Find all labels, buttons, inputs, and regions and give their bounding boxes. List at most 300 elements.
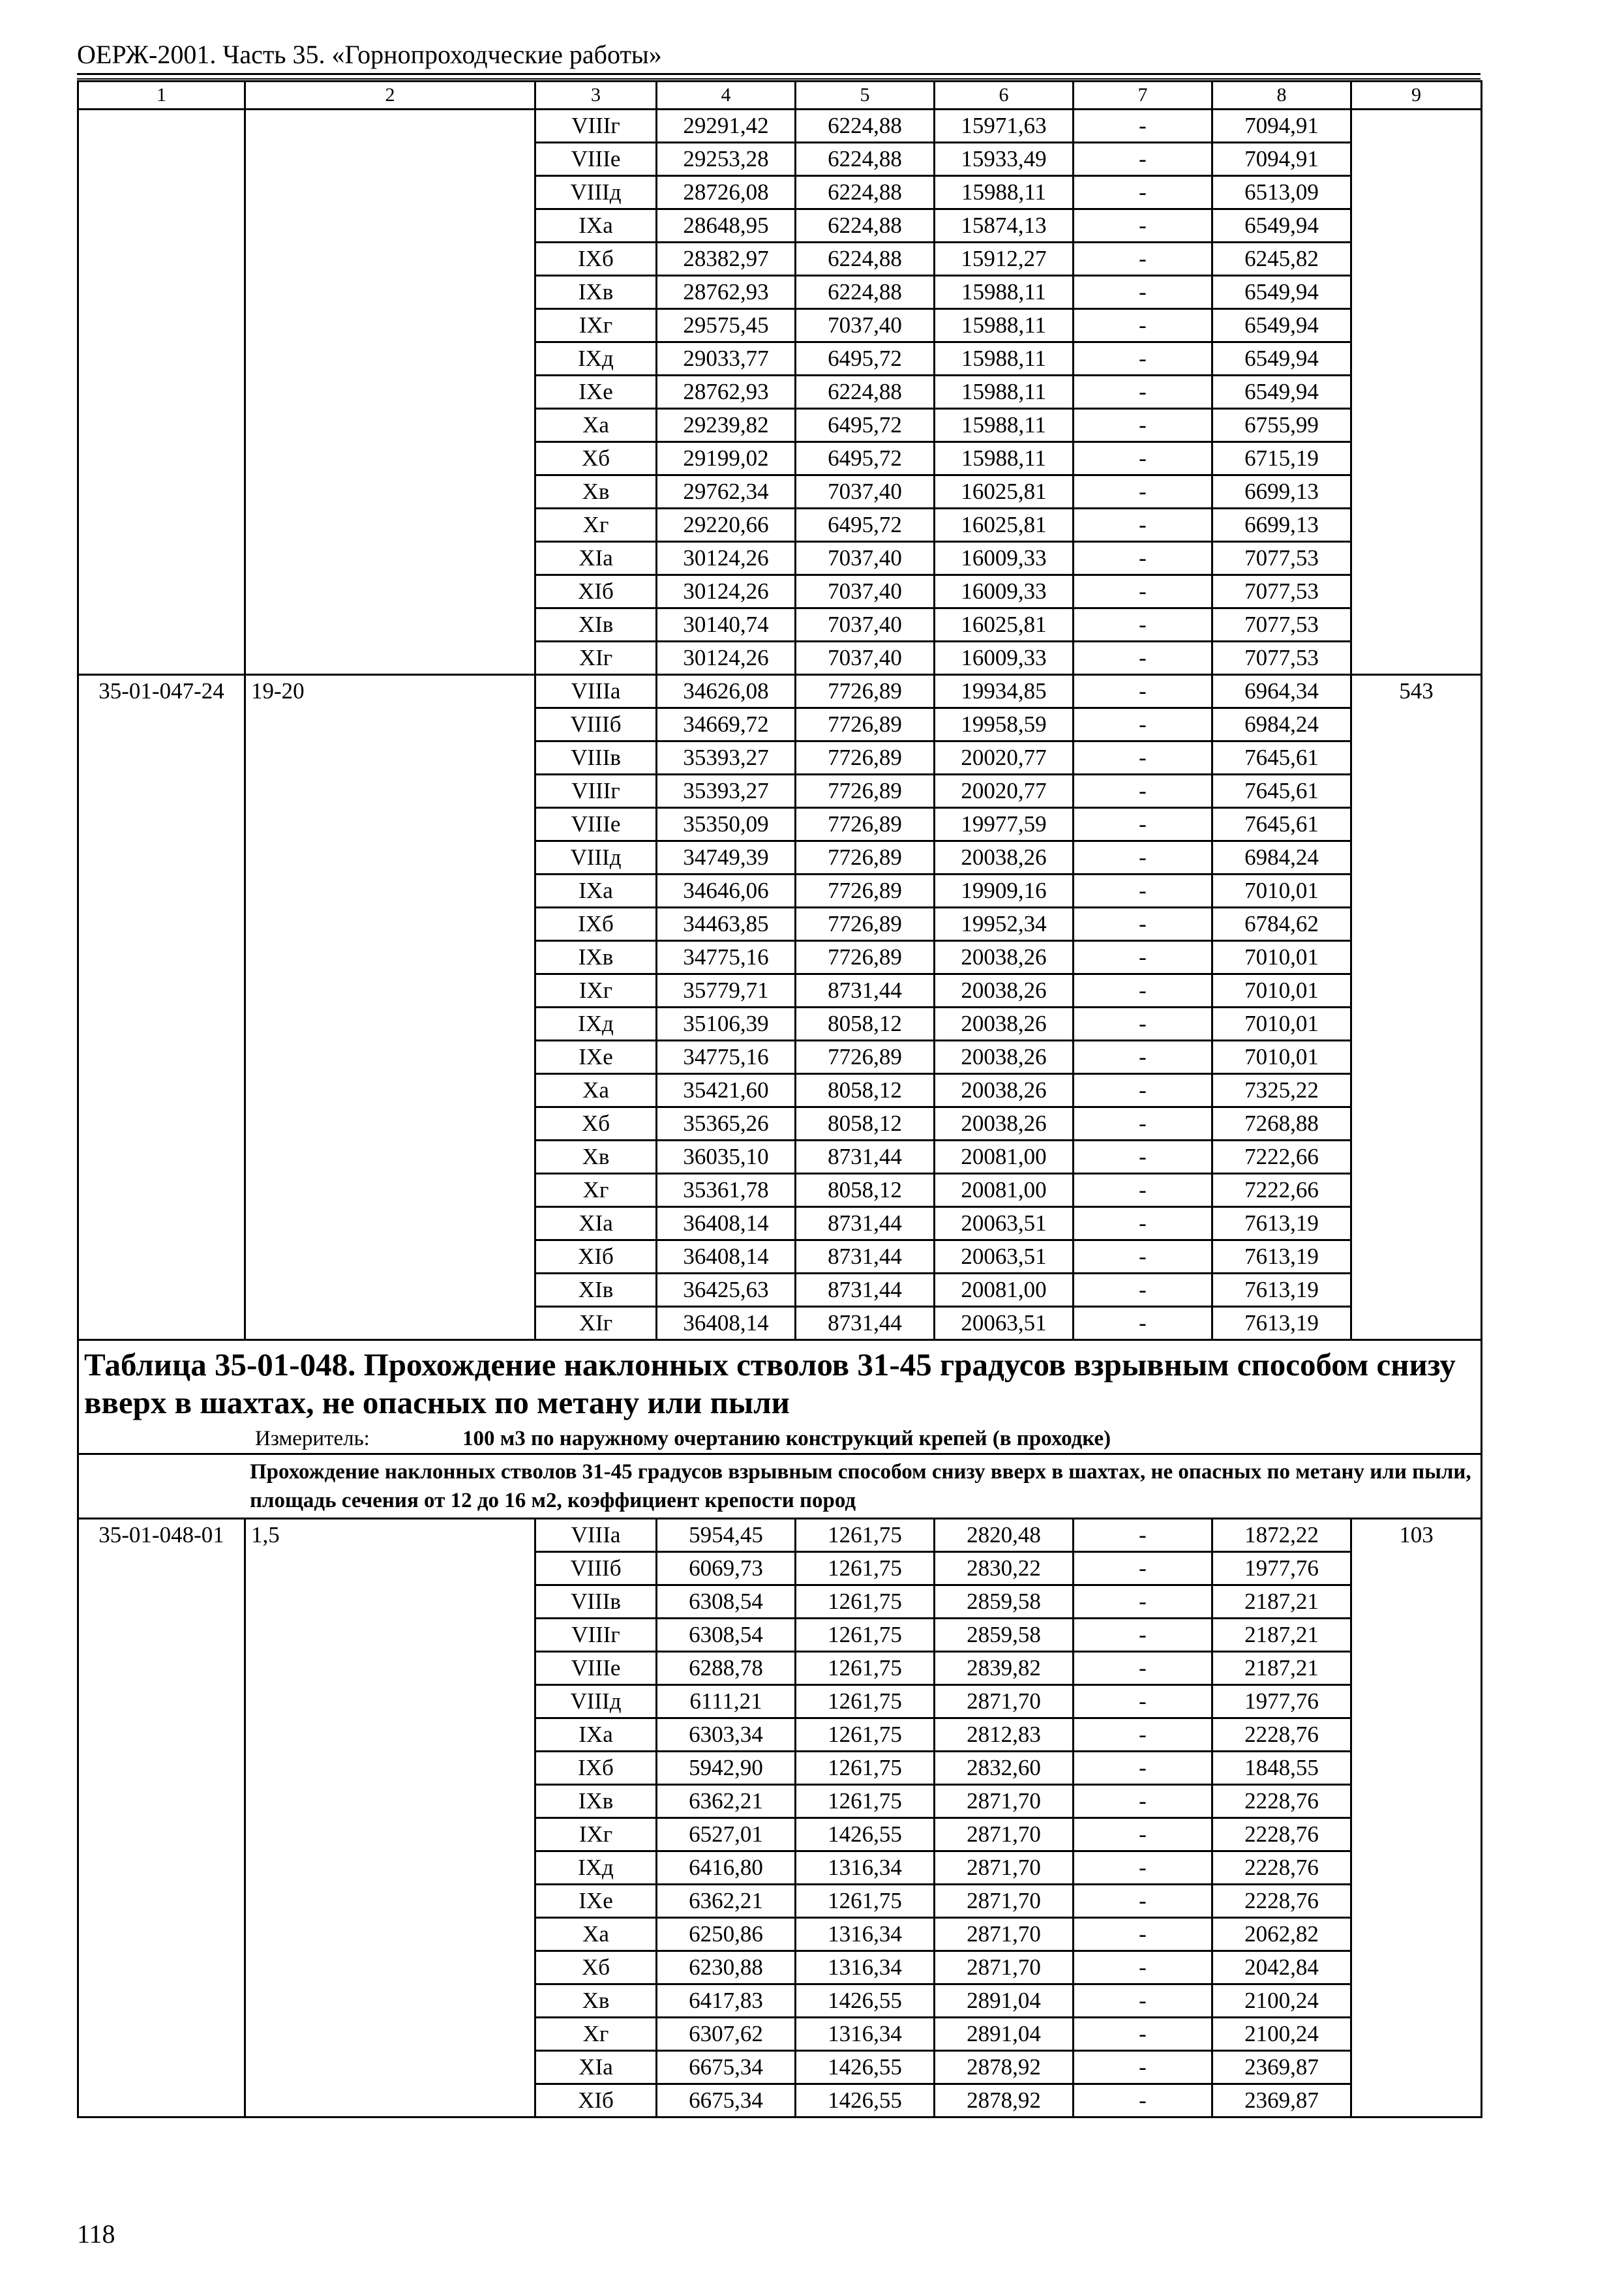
materials-cost-cell: 2062,82 xyxy=(1212,1918,1351,1951)
wages-cell: 1426,55 xyxy=(796,2084,935,2117)
labor-cell xyxy=(1351,1207,1482,1240)
parameter-cell xyxy=(245,309,535,342)
rate-code-cell xyxy=(78,1652,245,1685)
driver-wages-cell: - xyxy=(1074,1585,1212,1619)
direct-cost-cell: 35350,09 xyxy=(657,808,796,841)
table-row xyxy=(78,575,1482,608)
direct-cost-cell: 28762,93 xyxy=(657,376,796,409)
driver-wages-cell: - xyxy=(1074,908,1212,941)
rock-group-cell: VIIIд xyxy=(535,1685,657,1718)
wages-cell: 1261,75 xyxy=(796,1685,935,1718)
rock-group-cell: VIIIв xyxy=(535,1585,657,1619)
wages-cell: 1261,75 xyxy=(796,1785,935,1818)
table-row xyxy=(78,608,1482,642)
direct-cost-cell: 34669,72 xyxy=(657,708,796,741)
table-row xyxy=(78,1519,1482,1552)
rock-group-cell: IXд xyxy=(535,1008,657,1041)
materials-cost-cell: 6984,24 xyxy=(1212,708,1351,741)
rock-group-cell: IXд xyxy=(535,1851,657,1885)
driver-wages-cell: - xyxy=(1074,2051,1212,2084)
parameter-cell xyxy=(245,642,535,675)
wages-cell: 6224,88 xyxy=(796,276,935,309)
labor-cell xyxy=(1351,143,1482,176)
table-row xyxy=(78,1552,1482,1585)
wages-cell: 8731,44 xyxy=(796,1307,935,1340)
materials-cost-cell: 7010,01 xyxy=(1212,941,1351,974)
wages-cell: 1261,75 xyxy=(796,1552,935,1585)
rate-code-cell xyxy=(78,542,245,575)
rock-group-cell: IXд xyxy=(535,342,657,376)
rate-code-cell xyxy=(78,2084,245,2117)
rate-code-cell: 35-01-048-01 xyxy=(78,1519,245,1552)
direct-cost-cell: 6527,01 xyxy=(657,1818,796,1851)
driver-wages-cell: - xyxy=(1074,143,1212,176)
machine-cost-cell: 15988,11 xyxy=(935,442,1074,475)
table-row xyxy=(78,1307,1482,1340)
rock-group-cell: IXг xyxy=(535,309,657,342)
parameter-cell xyxy=(245,1851,535,1885)
table-row xyxy=(78,209,1482,243)
machine-cost-cell: 2871,70 xyxy=(935,1685,1074,1718)
driver-wages-cell: - xyxy=(1074,1552,1212,1585)
parameter-cell: 1,5 xyxy=(245,1519,535,1552)
table-row xyxy=(78,642,1482,675)
materials-cost-cell: 2187,21 xyxy=(1212,1585,1351,1619)
machine-cost-cell: 2871,70 xyxy=(935,1818,1074,1851)
materials-cost-cell: 6984,24 xyxy=(1212,841,1351,875)
direct-cost-cell: 28762,93 xyxy=(657,276,796,309)
table-row xyxy=(78,1652,1482,1685)
direct-cost-cell: 35365,26 xyxy=(657,1107,796,1141)
table-row xyxy=(78,2051,1482,2084)
table-title-row xyxy=(78,1340,1482,1454)
table-title: Таблица 35-01-048. Прохождение наклонных стволов 31-45 градусов взрывным способом снизу вверх в шахтах, не опасных по метану или пыли xyxy=(84,1347,1456,1420)
machine-cost-cell: 2871,70 xyxy=(935,1885,1074,1918)
wages-cell: 8731,44 xyxy=(796,1207,935,1240)
materials-cost-cell: 7268,88 xyxy=(1212,1107,1351,1141)
rock-group-cell: IXб xyxy=(535,1752,657,1785)
materials-cost-cell: 7613,19 xyxy=(1212,1240,1351,1274)
table-row xyxy=(78,442,1482,475)
machine-cost-cell: 20081,00 xyxy=(935,1174,1074,1207)
rate-code-cell xyxy=(78,974,245,1008)
parameter-cell xyxy=(245,1107,535,1141)
driver-wages-cell: - xyxy=(1074,342,1212,376)
materials-cost-cell: 2187,21 xyxy=(1212,1652,1351,1685)
driver-wages-cell: - xyxy=(1074,1851,1212,1885)
labor-cell xyxy=(1351,542,1482,575)
table-row xyxy=(78,1274,1482,1307)
labor-cell xyxy=(1351,1141,1482,1174)
rock-group-cell: VIIIг xyxy=(535,775,657,808)
machine-cost-cell: 2812,83 xyxy=(935,1718,1074,1752)
table-row xyxy=(78,2018,1482,2051)
parameter-cell xyxy=(245,143,535,176)
labor-cell xyxy=(1351,243,1482,276)
direct-cost-cell: 6416,80 xyxy=(657,1851,796,1885)
materials-cost-cell: 7077,53 xyxy=(1212,575,1351,608)
parameter-cell xyxy=(245,875,535,908)
direct-cost-cell: 34463,85 xyxy=(657,908,796,941)
column-number: 8 xyxy=(1212,82,1351,110)
table-row xyxy=(78,841,1482,875)
rock-group-cell: XIв xyxy=(535,1274,657,1307)
parameter-cell xyxy=(245,376,535,409)
machine-cost-cell: 20063,51 xyxy=(935,1307,1074,1340)
labor-cell xyxy=(1351,708,1482,741)
rock-group-cell: VIIIе xyxy=(535,1652,657,1685)
parameter-cell xyxy=(245,1141,535,1174)
materials-cost-cell: 6549,94 xyxy=(1212,309,1351,342)
machine-cost-cell: 19952,34 xyxy=(935,908,1074,941)
direct-cost-cell: 6362,21 xyxy=(657,1885,796,1918)
rock-group-cell: Xа xyxy=(535,1918,657,1951)
driver-wages-cell: - xyxy=(1074,1652,1212,1685)
wages-cell: 8058,12 xyxy=(796,1174,935,1207)
machine-cost-cell: 2871,70 xyxy=(935,1785,1074,1818)
rate-code-cell xyxy=(78,1274,245,1307)
driver-wages-cell: - xyxy=(1074,575,1212,608)
labor-cell xyxy=(1351,176,1482,209)
table-row xyxy=(78,875,1482,908)
machine-cost-cell: 15933,49 xyxy=(935,143,1074,176)
wages-cell: 1261,75 xyxy=(796,1718,935,1752)
subtitle-cell: Прохождение наклонных стволов 31-45 градусов взрывным способом снизу вверх в шахтах, не опасных по метану или пыли, площадь сечения от 12 до 16 м2, коэффициент крепости пород xyxy=(78,1454,1482,1519)
driver-wages-cell: - xyxy=(1074,1519,1212,1552)
labor-cell xyxy=(1351,110,1482,143)
labor-cell xyxy=(1351,1685,1482,1718)
driver-wages-cell: - xyxy=(1074,209,1212,243)
direct-cost-cell: 28726,08 xyxy=(657,176,796,209)
wages-cell: 6495,72 xyxy=(796,509,935,542)
rock-group-cell: XIг xyxy=(535,1307,657,1340)
direct-cost-cell: 29220,66 xyxy=(657,509,796,542)
rate-code-cell xyxy=(78,1918,245,1951)
rock-group-cell: Xа xyxy=(535,409,657,442)
driver-wages-cell: - xyxy=(1074,542,1212,575)
machine-cost-cell: 16025,81 xyxy=(935,608,1074,642)
table-row xyxy=(78,376,1482,409)
materials-cost-cell: 7645,61 xyxy=(1212,775,1351,808)
rate-code-cell xyxy=(78,309,245,342)
rock-group-cell: IXа xyxy=(535,209,657,243)
machine-cost-cell: 15988,11 xyxy=(935,409,1074,442)
direct-cost-cell: 6675,34 xyxy=(657,2051,796,2084)
rate-code-cell xyxy=(78,1851,245,1885)
rate-code-cell xyxy=(78,475,245,509)
machine-cost-cell: 15988,11 xyxy=(935,342,1074,376)
materials-cost-cell: 1848,55 xyxy=(1212,1752,1351,1785)
driver-wages-cell: - xyxy=(1074,276,1212,309)
wages-cell: 7726,89 xyxy=(796,941,935,974)
parameter-cell xyxy=(245,2018,535,2051)
materials-cost-cell: 6549,94 xyxy=(1212,209,1351,243)
wages-cell: 7726,89 xyxy=(796,1041,935,1074)
rock-group-cell: XIб xyxy=(535,575,657,608)
parameter-cell xyxy=(245,1652,535,1685)
materials-cost-cell: 2228,76 xyxy=(1212,1818,1351,1851)
machine-cost-cell: 15988,11 xyxy=(935,176,1074,209)
rate-code-cell xyxy=(78,642,245,675)
direct-cost-cell: 28382,97 xyxy=(657,243,796,276)
column-number: 9 xyxy=(1351,82,1482,110)
rate-code-cell xyxy=(78,608,245,642)
labor-cell xyxy=(1351,1619,1482,1652)
table-row xyxy=(78,1785,1482,1818)
rate-code-cell xyxy=(78,176,245,209)
machine-cost-cell: 2830,22 xyxy=(935,1552,1074,1585)
materials-cost-cell: 6715,19 xyxy=(1212,442,1351,475)
driver-wages-cell: - xyxy=(1074,1984,1212,2018)
rock-group-cell: VIIIа xyxy=(535,675,657,708)
table-row xyxy=(78,708,1482,741)
direct-cost-cell: 30140,74 xyxy=(657,608,796,642)
direct-cost-cell: 6230,88 xyxy=(657,1951,796,1984)
labor-cell xyxy=(1351,575,1482,608)
wages-cell: 7037,40 xyxy=(796,542,935,575)
materials-cost-cell: 2228,76 xyxy=(1212,1718,1351,1752)
parameter-cell xyxy=(245,2084,535,2117)
driver-wages-cell: - xyxy=(1074,1074,1212,1107)
rock-group-cell: Xв xyxy=(535,1984,657,2018)
rate-code-cell xyxy=(78,1818,245,1851)
rock-group-cell: VIIIб xyxy=(535,1552,657,1585)
driver-wages-cell: - xyxy=(1074,808,1212,841)
machine-cost-cell: 20081,00 xyxy=(935,1274,1074,1307)
labor-cell xyxy=(1351,1652,1482,1685)
rock-group-cell: IXг xyxy=(535,1818,657,1851)
direct-cost-cell: 34775,16 xyxy=(657,1041,796,1074)
labor-cell xyxy=(1351,1951,1482,1984)
rate-code-cell xyxy=(78,1552,245,1585)
rock-group-cell: Xг xyxy=(535,2018,657,2051)
materials-cost-cell: 7325,22 xyxy=(1212,1074,1351,1107)
machine-cost-cell: 2891,04 xyxy=(935,1984,1074,2018)
driver-wages-cell: - xyxy=(1074,875,1212,908)
parameter-cell xyxy=(245,1984,535,2018)
labor-cell xyxy=(1351,1818,1482,1851)
column-number: 6 xyxy=(935,82,1074,110)
parameter-cell xyxy=(245,941,535,974)
rate-code-cell xyxy=(78,2018,245,2051)
materials-cost-cell: 1872,22 xyxy=(1212,1519,1351,1552)
table-row xyxy=(78,110,1482,143)
labor-cell xyxy=(1351,875,1482,908)
wages-cell: 7726,89 xyxy=(796,908,935,941)
parameter-cell xyxy=(245,1885,535,1918)
labor-cell xyxy=(1351,442,1482,475)
materials-cost-cell: 7613,19 xyxy=(1212,1207,1351,1240)
rock-group-cell: XIа xyxy=(535,1207,657,1240)
labor-cell: 103 xyxy=(1351,1519,1482,1552)
machine-cost-cell: 2891,04 xyxy=(935,2018,1074,2051)
driver-wages-cell: - xyxy=(1074,376,1212,409)
rate-code-cell xyxy=(78,1107,245,1141)
rate-code-cell xyxy=(78,1207,245,1240)
materials-cost-cell: 6549,94 xyxy=(1212,276,1351,309)
machine-cost-cell: 20038,26 xyxy=(935,1074,1074,1107)
wages-cell: 6224,88 xyxy=(796,176,935,209)
direct-cost-cell: 6362,21 xyxy=(657,1785,796,1818)
materials-cost-cell: 7010,01 xyxy=(1212,1008,1351,1041)
materials-cost-cell: 7645,61 xyxy=(1212,808,1351,841)
labor-cell xyxy=(1351,841,1482,875)
table-title-cell xyxy=(78,1340,1482,1454)
table-row xyxy=(78,908,1482,941)
labor-cell xyxy=(1351,276,1482,309)
table-row xyxy=(78,941,1482,974)
parameter-cell xyxy=(245,1552,535,1585)
rate-code-cell xyxy=(78,1885,245,1918)
labor-cell xyxy=(1351,808,1482,841)
rate-code-cell xyxy=(78,941,245,974)
driver-wages-cell: - xyxy=(1074,110,1212,143)
wages-cell: 1426,55 xyxy=(796,1818,935,1851)
rate-code-cell xyxy=(78,1307,245,1340)
column-number: 1 xyxy=(78,82,245,110)
wages-cell: 1261,75 xyxy=(796,1585,935,1619)
column-number: 7 xyxy=(1074,82,1212,110)
rate-code-cell xyxy=(78,1951,245,1984)
parameter-cell xyxy=(245,209,535,243)
table-row xyxy=(78,1008,1482,1041)
table-row xyxy=(78,2084,1482,2117)
rock-group-cell: XIв xyxy=(535,608,657,642)
parameter-cell: 19-20 xyxy=(245,675,535,708)
materials-cost-cell: 2369,87 xyxy=(1212,2084,1351,2117)
direct-cost-cell: 29253,28 xyxy=(657,143,796,176)
rate-code-cell xyxy=(78,209,245,243)
machine-cost-cell: 20020,77 xyxy=(935,741,1074,775)
rate-code-cell xyxy=(78,1074,245,1107)
rate-code-cell xyxy=(78,1619,245,1652)
driver-wages-cell: - xyxy=(1074,1307,1212,1340)
direct-cost-cell: 5954,45 xyxy=(657,1519,796,1552)
column-number: 3 xyxy=(535,82,657,110)
meter-value: 100 м3 по наружному очертанию конструкций крепей (в проходке) xyxy=(462,1427,1111,1450)
direct-cost-cell: 6111,21 xyxy=(657,1685,796,1718)
table-row xyxy=(78,1718,1482,1752)
driver-wages-cell: - xyxy=(1074,1041,1212,1074)
meter-label: Измеритель: xyxy=(255,1427,370,1450)
materials-cost-cell: 2228,76 xyxy=(1212,1785,1351,1818)
wages-cell: 7726,89 xyxy=(796,875,935,908)
wages-cell: 1261,75 xyxy=(796,1619,935,1652)
parameter-cell xyxy=(245,1041,535,1074)
table-row xyxy=(78,176,1482,209)
driver-wages-cell: - xyxy=(1074,1752,1212,1785)
labor-cell xyxy=(1351,1918,1482,1951)
materials-cost-cell: 1977,76 xyxy=(1212,1552,1351,1585)
wages-cell: 6495,72 xyxy=(796,442,935,475)
driver-wages-cell: - xyxy=(1074,1718,1212,1752)
labor-cell xyxy=(1351,1041,1482,1074)
direct-cost-cell: 28648,95 xyxy=(657,209,796,243)
rock-group-cell: IXе xyxy=(535,376,657,409)
materials-cost-cell: 7613,19 xyxy=(1212,1274,1351,1307)
table-row xyxy=(78,509,1482,542)
parameter-cell xyxy=(245,708,535,741)
driver-wages-cell: - xyxy=(1074,2084,1212,2117)
rate-code-cell xyxy=(78,1685,245,1718)
machine-cost-cell: 15912,27 xyxy=(935,243,1074,276)
driver-wages-cell: - xyxy=(1074,1008,1212,1041)
parameter-cell xyxy=(245,1174,535,1207)
rate-code-cell: 35-01-047-24 xyxy=(78,675,245,708)
rock-group-cell: IXб xyxy=(535,908,657,941)
parameter-cell xyxy=(245,841,535,875)
parameter-cell xyxy=(245,1074,535,1107)
machine-cost-cell: 19909,16 xyxy=(935,875,1074,908)
rate-code-cell xyxy=(78,908,245,941)
rock-group-cell: Xг xyxy=(535,509,657,542)
labor-cell xyxy=(1351,741,1482,775)
direct-cost-cell: 30124,26 xyxy=(657,575,796,608)
machine-cost-cell: 20038,26 xyxy=(935,941,1074,974)
direct-cost-cell: 35361,78 xyxy=(657,1174,796,1207)
direct-cost-cell: 30124,26 xyxy=(657,542,796,575)
labor-cell xyxy=(1351,974,1482,1008)
column-number: 2 xyxy=(245,82,535,110)
driver-wages-cell: - xyxy=(1074,941,1212,974)
wages-cell: 1261,75 xyxy=(796,1652,935,1685)
parameter-cell xyxy=(245,974,535,1008)
rate-code-cell xyxy=(78,2051,245,2084)
meter-line xyxy=(84,1424,1475,1453)
labor-cell xyxy=(1351,642,1482,675)
rate-code-cell xyxy=(78,575,245,608)
parameter-cell xyxy=(245,808,535,841)
wages-cell: 7037,40 xyxy=(796,642,935,675)
direct-cost-cell: 29199,02 xyxy=(657,442,796,475)
materials-cost-cell: 6964,34 xyxy=(1212,675,1351,708)
rate-code-cell xyxy=(78,841,245,875)
rock-group-cell: Xб xyxy=(535,1107,657,1141)
column-number: 4 xyxy=(657,82,796,110)
materials-cost-cell: 7222,66 xyxy=(1212,1141,1351,1174)
rock-group-cell: VIIIг xyxy=(535,110,657,143)
direct-cost-cell: 5942,90 xyxy=(657,1752,796,1785)
machine-cost-cell: 20038,26 xyxy=(935,1008,1074,1041)
materials-cost-cell: 6513,09 xyxy=(1212,176,1351,209)
rock-group-cell: IXв xyxy=(535,1785,657,1818)
driver-wages-cell: - xyxy=(1074,608,1212,642)
rate-code-cell xyxy=(78,409,245,442)
rock-group-cell: VIIIе xyxy=(535,808,657,841)
machine-cost-cell: 15988,11 xyxy=(935,376,1074,409)
direct-cost-cell: 34646,06 xyxy=(657,875,796,908)
labor-cell xyxy=(1351,608,1482,642)
table-row xyxy=(78,1074,1482,1107)
machine-cost-cell: 20081,00 xyxy=(935,1141,1074,1174)
direct-cost-cell: 6308,54 xyxy=(657,1619,796,1652)
wages-cell: 8731,44 xyxy=(796,1141,935,1174)
direct-cost-cell: 6303,34 xyxy=(657,1718,796,1752)
column-number: 5 xyxy=(796,82,935,110)
wages-cell: 7037,40 xyxy=(796,608,935,642)
parameter-cell xyxy=(245,1685,535,1718)
direct-cost-cell: 6675,34 xyxy=(657,2084,796,2117)
table-row xyxy=(78,409,1482,442)
table-row xyxy=(78,475,1482,509)
driver-wages-cell: - xyxy=(1074,475,1212,509)
parameter-cell xyxy=(245,1585,535,1619)
header-rule xyxy=(77,73,1481,75)
parameter-cell xyxy=(245,1274,535,1307)
materials-cost-cell: 7222,66 xyxy=(1212,1174,1351,1207)
driver-wages-cell: - xyxy=(1074,1141,1212,1174)
parameter-cell xyxy=(245,1240,535,1274)
